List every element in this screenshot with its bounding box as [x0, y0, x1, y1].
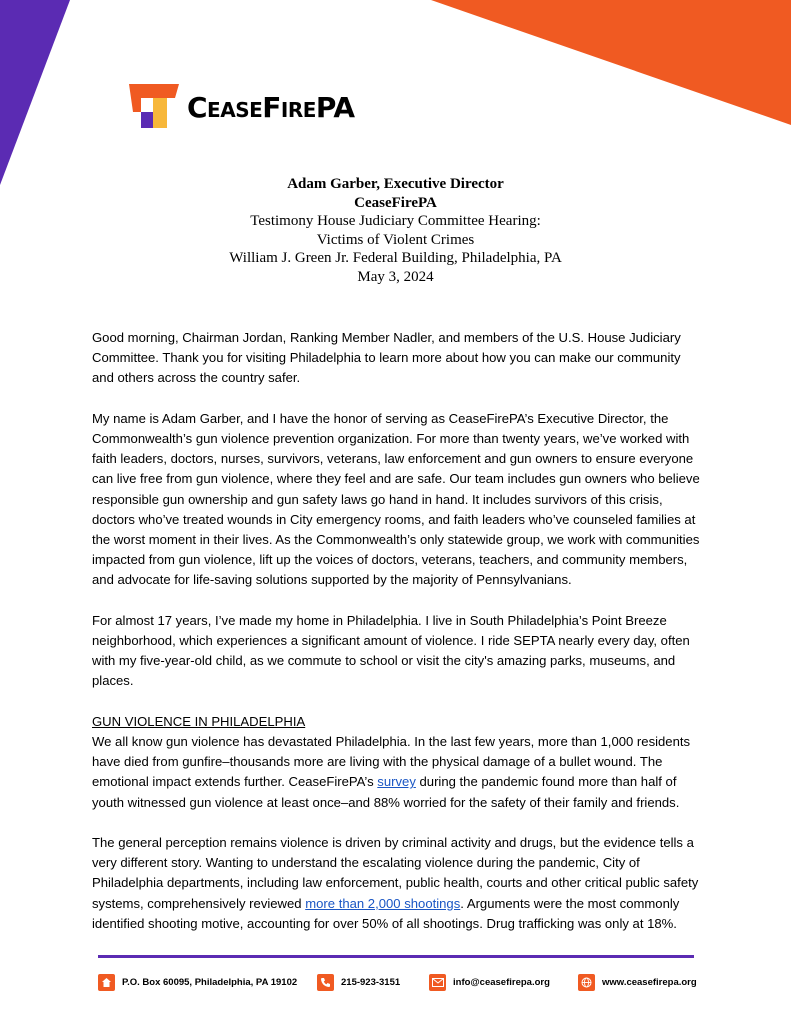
survey-link[interactable]: survey — [377, 774, 416, 790]
hearing-location: William J. Green Jr. Federal Building, Philadelphia, PA — [229, 250, 562, 266]
footer-website-text[interactable]: www.ceasefirepa.org — [602, 976, 697, 988]
footer-email — [429, 974, 578, 991]
shootings-review-link[interactable]: more than 2,000 shootings — [305, 895, 461, 911]
footer-address — [98, 974, 317, 991]
hearing-subtitle: Victims of Violent Crimes — [316, 231, 475, 248]
keystone-logo-icon — [127, 82, 181, 132]
footer-divider — [98, 955, 694, 958]
footer-address-text: P.O. Box 60095, Philadelphia, PA 19102 — [122, 976, 298, 988]
testimony-body — [92, 328, 702, 954]
brand-logo — [127, 82, 355, 132]
corner-decoration-orange — [431, 0, 791, 125]
paragraph-introduction: My name is Adam Garber, and I have the honor of serving as CeaseFirePA’s Executive Director, the Commonwealth’s gun violence prevention organization. For more than twenty years, we’ve worked with faith leaders, doctors, nurses, survivors, veterans, law enforcement and gun owners to ensure everyone can live free from gun violence, where they feel and are safe. Our team includes gun owners who believe responsible gun ownership and gun safety laws go hand in hand. It includes survivors of this crisis, doctors who’ve treated wounds in City emergency rooms, and faith leaders who’ve counseled families at the worst moment in their lives. As the Commonwealth’s only statewide group, we work with communities impacted from gun violence, lift up the voices of doctors, veterans, teachers, and community members, and advocate for life-saving solutions supported by the majority of Pennsylvanians. — [92, 410, 700, 588]
corner-decoration-purple — [0, 0, 70, 185]
paragraph-personal: For almost 17 years, I’ve made my home in Philadelphia. I live in South Philadelphia’s Point Breeze neighborhood, which experiences a significant amount of violence. I ride SEPTA nearly every day, often with my five-year-old child, as we commute to school or visit the city's amazing parks, museums, and places. — [92, 612, 690, 689]
hearing-date: May 3, 2024 — [357, 268, 434, 285]
footer-phone — [317, 974, 429, 991]
section-heading: GUN VIOLENCE IN PHILADELPHIA — [92, 713, 306, 729]
paragraph-evidence-text-b: . Arguments were the most commonly identified shooting motive, accounting for over 50% of all shootings. Drug trafficking was only at 18%. — [92, 895, 680, 931]
paragraph-impact — [92, 732, 702, 813]
testimony-header — [0, 175, 791, 286]
home-icon — [98, 974, 115, 991]
hearing-title: Testimony House Judiciary Committee Hearing: — [250, 213, 541, 229]
author-line: Adam Garber, Executive Director — [287, 176, 504, 192]
footer-website — [578, 974, 697, 991]
paragraph-evidence-text-a: The general perception remains violence is driven by criminal activity and drugs, but the evidence tells a very different story. Wanting to understand the escalating violence during the pandemic, City of Philadelphia departments, including law enforcement, public health, courts and other critical public safety systems, comprehensively reviewed — [92, 835, 699, 911]
paragraph-evidence — [92, 833, 702, 934]
globe-icon — [578, 974, 595, 991]
paragraph-impact-text-b: during the pandemic found more than half of youth witnessed gun violence at least once–and 88% worried for the safety of their family and friends. — [92, 774, 680, 810]
contact-footer — [98, 970, 698, 994]
organization-line: CeaseFirePA — [354, 194, 437, 211]
brand-name: CeaseFirePA — [187, 90, 355, 124]
footer-email-text[interactable]: info@ceasefirepa.org — [453, 976, 550, 988]
mail-icon — [429, 974, 446, 991]
footer-phone-text: 215-923-3151 — [341, 976, 401, 988]
paragraph-greeting: Good morning, Chairman Jordan, Ranking Member Nadler, and members of the U.S. House Judiciary Committee. Thank you for visiting Philadelphia to learn more about how you can make our community and others across the country safer. — [92, 330, 681, 386]
paragraph-impact-text-a: We all know gun violence has devastated Philadelphia. In the last few years, more than 1,000 residents have died from gunfire–thousands more are living with the physical damage of a bullet wound. The emotional impact extends further. CeaseFirePA’s — [92, 734, 691, 790]
phone-icon — [317, 974, 334, 991]
